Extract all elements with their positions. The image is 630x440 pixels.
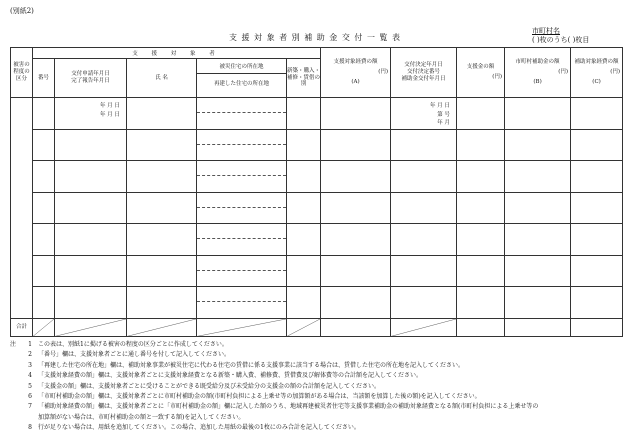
decision-cell[interactable]: [391, 255, 457, 287]
disaster-level-cell: [11, 97, 33, 318]
apply-date-label: 交付申請年月日: [71, 71, 110, 78]
muni-subsidy-mark: (B): [533, 78, 542, 85]
note-line: [10, 340, 622, 350]
name-cell[interactable]: [127, 129, 197, 161]
support-amount-unit: (円): [492, 73, 503, 80]
build-type-cell[interactable]: [287, 161, 321, 193]
address-divider: [197, 287, 286, 302]
support-amount-cell[interactable]: [457, 224, 505, 256]
target-subsidy-cell[interactable]: [571, 224, 623, 256]
decision-date-label: 交付決定年月日: [404, 62, 443, 69]
support-amount-cell[interactable]: [457, 161, 505, 193]
address-cell[interactable]: [197, 255, 287, 287]
address-divider: [197, 224, 286, 239]
note-number: 3: [28, 361, 32, 369]
address-divider: [197, 256, 286, 271]
total-empty-cell: [33, 318, 55, 336]
muni-subsidy-cell[interactable]: [505, 255, 571, 287]
notes-section: [10, 340, 622, 434]
header-muni-subsidy: [505, 48, 571, 98]
decision-cell[interactable]: [391, 287, 457, 319]
build-type-cell[interactable]: [287, 192, 321, 224]
note-line: [10, 361, 622, 371]
header-row-1: [11, 48, 623, 59]
target-subsidy-mark: (C): [592, 78, 601, 85]
number-cell[interactable]: [33, 287, 55, 319]
decision-date-value: 年 月 日: [430, 102, 451, 109]
address-cell[interactable]: [197, 192, 287, 224]
table-row: [11, 224, 623, 256]
target-cost-mark: (A): [351, 78, 360, 85]
note-text: 「支援対象経費の額」欄は、支援対象者ごとに支援対象経費となる新築・購入費、補修費、賃借費及び解体費等の合計額を記入してください。: [38, 372, 423, 380]
address-divider: [197, 161, 286, 176]
table-row: [11, 255, 623, 287]
note-number: 6: [28, 393, 32, 401]
note-line: [10, 402, 622, 412]
note-line: [10, 392, 622, 402]
rebuilt-address-label: 再建した住宅の所在地: [213, 81, 269, 88]
note-number: 7: [28, 403, 32, 411]
date-cell[interactable]: [55, 255, 127, 287]
header-target-subsidy: [571, 48, 623, 98]
date-cell[interactable]: [55, 129, 127, 161]
target-subsidy-cell[interactable]: [571, 287, 623, 319]
support-amount-cell[interactable]: [457, 255, 505, 287]
header-name: 氏 名: [127, 59, 197, 98]
muni-subsidy-label: 市町村補助金の額: [515, 59, 560, 66]
diagonal-line: [55, 319, 126, 336]
target-subsidy-unit: (円): [610, 68, 621, 75]
target-cost-unit: (円): [378, 68, 389, 75]
note-text: 「再建した住宅の所在地」欄は、補助対象事業が被災住宅に代わる住宅の賃借に係る支援事業に該当する場合は、賃借した住宅の所在地を記入してください。: [38, 361, 465, 369]
target-cost-label: 支援対象経費の額: [333, 59, 378, 66]
address-cell[interactable]: [197, 224, 287, 256]
note-number: 5: [28, 382, 32, 390]
target-subsidy-cell[interactable]: [571, 255, 623, 287]
muni-subsidy-cell[interactable]: [505, 161, 571, 193]
report-date-label: 完了報告年月日: [71, 77, 110, 84]
date-cell[interactable]: [55, 97, 127, 129]
target-cost-cell[interactable]: [321, 287, 391, 319]
name-cell[interactable]: [127, 192, 197, 224]
note-text: この表は、別紙1に掲げる被害の程度の区分ごとに作成してください。: [38, 341, 228, 348]
decision-number-label: 交付決定番号: [407, 68, 441, 75]
build-type-cell[interactable]: [287, 224, 321, 256]
note-text: 「番号」欄は、支援対象者ごとに通し番号を付して記入してください。: [38, 351, 231, 359]
number-cell[interactable]: [33, 129, 55, 161]
header-number: 番号: [33, 59, 55, 98]
decision-cell[interactable]: [391, 192, 457, 224]
diagonal-line: [197, 319, 286, 336]
build-type-cell[interactable]: [287, 97, 321, 129]
date-cell[interactable]: [55, 287, 127, 319]
number-cell[interactable]: [33, 161, 55, 193]
header-addresses: [197, 59, 287, 98]
address-divider: [197, 130, 286, 145]
build-type-cell[interactable]: [287, 287, 321, 319]
header-dates: [55, 59, 127, 98]
total-target-cost-cell[interactable]: [321, 318, 391, 336]
diagonal-line: [287, 319, 320, 336]
number-cell[interactable]: [33, 255, 55, 287]
notes-label: 注: [10, 341, 17, 348]
address-cell[interactable]: [197, 129, 287, 161]
header-support-target: 支 援 対 象 者: [33, 48, 321, 59]
name-cell[interactable]: [127, 97, 197, 129]
note-text: 行が足りない場合は、用紙を追加してください。この場合、追加した用紙の最後の1枚にのみ合計を記入してください。: [38, 424, 360, 432]
municipality-label: 市町村名: [532, 27, 560, 35]
name-cell[interactable]: [127, 224, 197, 256]
table-row: [11, 97, 623, 129]
header-decision: [391, 48, 457, 98]
total-label: 合計: [11, 318, 33, 336]
name-cell[interactable]: [127, 161, 197, 193]
build-type-cell[interactable]: [287, 129, 321, 161]
diagonal-line: [33, 319, 54, 336]
note-number: 4: [28, 372, 32, 380]
support-amount-cell[interactable]: [457, 192, 505, 224]
decision-cell[interactable]: [391, 161, 457, 193]
table-row: [11, 129, 623, 161]
build-type-cell[interactable]: [287, 255, 321, 287]
diagonal-line: [391, 319, 456, 336]
note-line: [10, 371, 622, 381]
note-line: [10, 413, 622, 423]
number-cell[interactable]: [33, 192, 55, 224]
target-cost-cell[interactable]: [321, 129, 391, 161]
document-title: 支 援 対 象 者 別 補 助 金 交 付 一 覧 表: [228, 33, 402, 42]
total-support-amount-cell[interactable]: [457, 318, 505, 336]
address-cell[interactable]: [197, 97, 287, 129]
note-text: 加算額がない場合は、市町村補助金の額と一致する額)を記入してください。: [38, 413, 245, 421]
grant-date-value: 年 月: [437, 120, 451, 127]
note-text: 「補助対象経費の額」欄は、支援対象者ごとに「市町村補助金の額」欄に記入した額のうち、地域再建被災者住宅等支援事業補助金の補助対象経費となる額(市町村負担による上乗せ等の: [38, 403, 539, 411]
target-cost-cell[interactable]: [321, 161, 391, 193]
target-cost-cell[interactable]: [321, 97, 391, 129]
muni-subsidy-cell[interactable]: [505, 224, 571, 256]
note-line: [10, 382, 622, 392]
note-text: 「市町村補助金の額」欄は、支援対象者ごとに市町村補助金の額(市町村負担による上乗せ等の加算額がある場合は、当該額を加算した後の額)を記入してください。: [38, 393, 481, 401]
decision-cell[interactable]: [391, 129, 457, 161]
header-target-cost: [321, 48, 391, 98]
grant-table-wrap: [10, 47, 622, 337]
support-amount-cell[interactable]: [457, 129, 505, 161]
note-number: 8: [28, 424, 32, 432]
muni-subsidy-cell[interactable]: [505, 192, 571, 224]
date-cell[interactable]: [55, 161, 127, 193]
date-cell[interactable]: [55, 192, 127, 224]
address-divider: [197, 98, 286, 113]
total-empty-cell: [287, 318, 321, 336]
total-target-subsidy-cell[interactable]: [571, 318, 623, 336]
support-amount-cell[interactable]: [457, 287, 505, 319]
muni-subsidy-cell[interactable]: [505, 287, 571, 319]
target-subsidy-cell[interactable]: [571, 97, 623, 129]
target-cost-cell[interactable]: [321, 255, 391, 287]
total-empty-cell: [127, 318, 197, 336]
decision-number-value: 第 号: [437, 111, 451, 118]
name-cell[interactable]: [127, 287, 197, 319]
note-number: 2: [28, 351, 32, 359]
muni-subsidy-unit: (円): [558, 68, 569, 75]
table-row: [11, 161, 623, 193]
address-cell[interactable]: [197, 161, 287, 193]
address-divider: [197, 193, 286, 208]
number-cell[interactable]: [33, 224, 55, 256]
header-build-type: 新築・購入・補修・賃借の別: [287, 59, 321, 98]
header-disaster-level: 被害の程度の区分: [11, 48, 33, 98]
address-cell[interactable]: [197, 287, 287, 319]
target-cost-cell[interactable]: [321, 192, 391, 224]
grant-date-label: 補助金交付年月日: [401, 75, 446, 82]
note-line: [10, 350, 622, 360]
target-subsidy-cell[interactable]: [571, 129, 623, 161]
target-subsidy-cell[interactable]: [571, 161, 623, 193]
report-date-value: 年 月 日: [100, 111, 120, 118]
note-number: 1: [28, 341, 32, 348]
date-cell[interactable]: [55, 224, 127, 256]
total-row: [11, 318, 623, 336]
grant-table: [10, 47, 623, 337]
table-row: [11, 192, 623, 224]
disaster-address-label: 被災住宅の所在地: [197, 59, 286, 74]
header-support-amount: [457, 48, 505, 98]
table-row: [11, 287, 623, 319]
decision-cell[interactable]: [391, 97, 457, 129]
target-cost-cell[interactable]: [321, 224, 391, 256]
name-cell[interactable]: [127, 255, 197, 287]
diagonal-line: [127, 319, 196, 336]
target-subsidy-cell[interactable]: [571, 192, 623, 224]
total-muni-subsidy-cell[interactable]: [505, 318, 571, 336]
support-amount-label: 支援金の額: [466, 64, 495, 71]
note-text: 「支援金の額」欄は、支援対象者ごとに受けることができる既受給分及び未受給分の支援金の額の合計額を記入してください。: [38, 382, 381, 390]
number-cell[interactable]: [33, 97, 55, 129]
target-subsidy-label: 補助対象経費の額: [574, 59, 619, 66]
form-label: (別紙2): [10, 7, 34, 15]
total-empty-cell: [55, 318, 127, 336]
decision-cell[interactable]: [391, 224, 457, 256]
apply-date-value: 年 月 日: [100, 102, 120, 109]
page-count: ( )枚のうち( )枚目: [532, 36, 590, 44]
note-line: [10, 423, 622, 433]
total-empty-cell: [197, 318, 287, 336]
support-amount-cell[interactable]: [457, 97, 505, 129]
total-empty-cell: [391, 318, 457, 336]
muni-subsidy-cell[interactable]: [505, 129, 571, 161]
muni-subsidy-cell[interactable]: [505, 97, 571, 129]
